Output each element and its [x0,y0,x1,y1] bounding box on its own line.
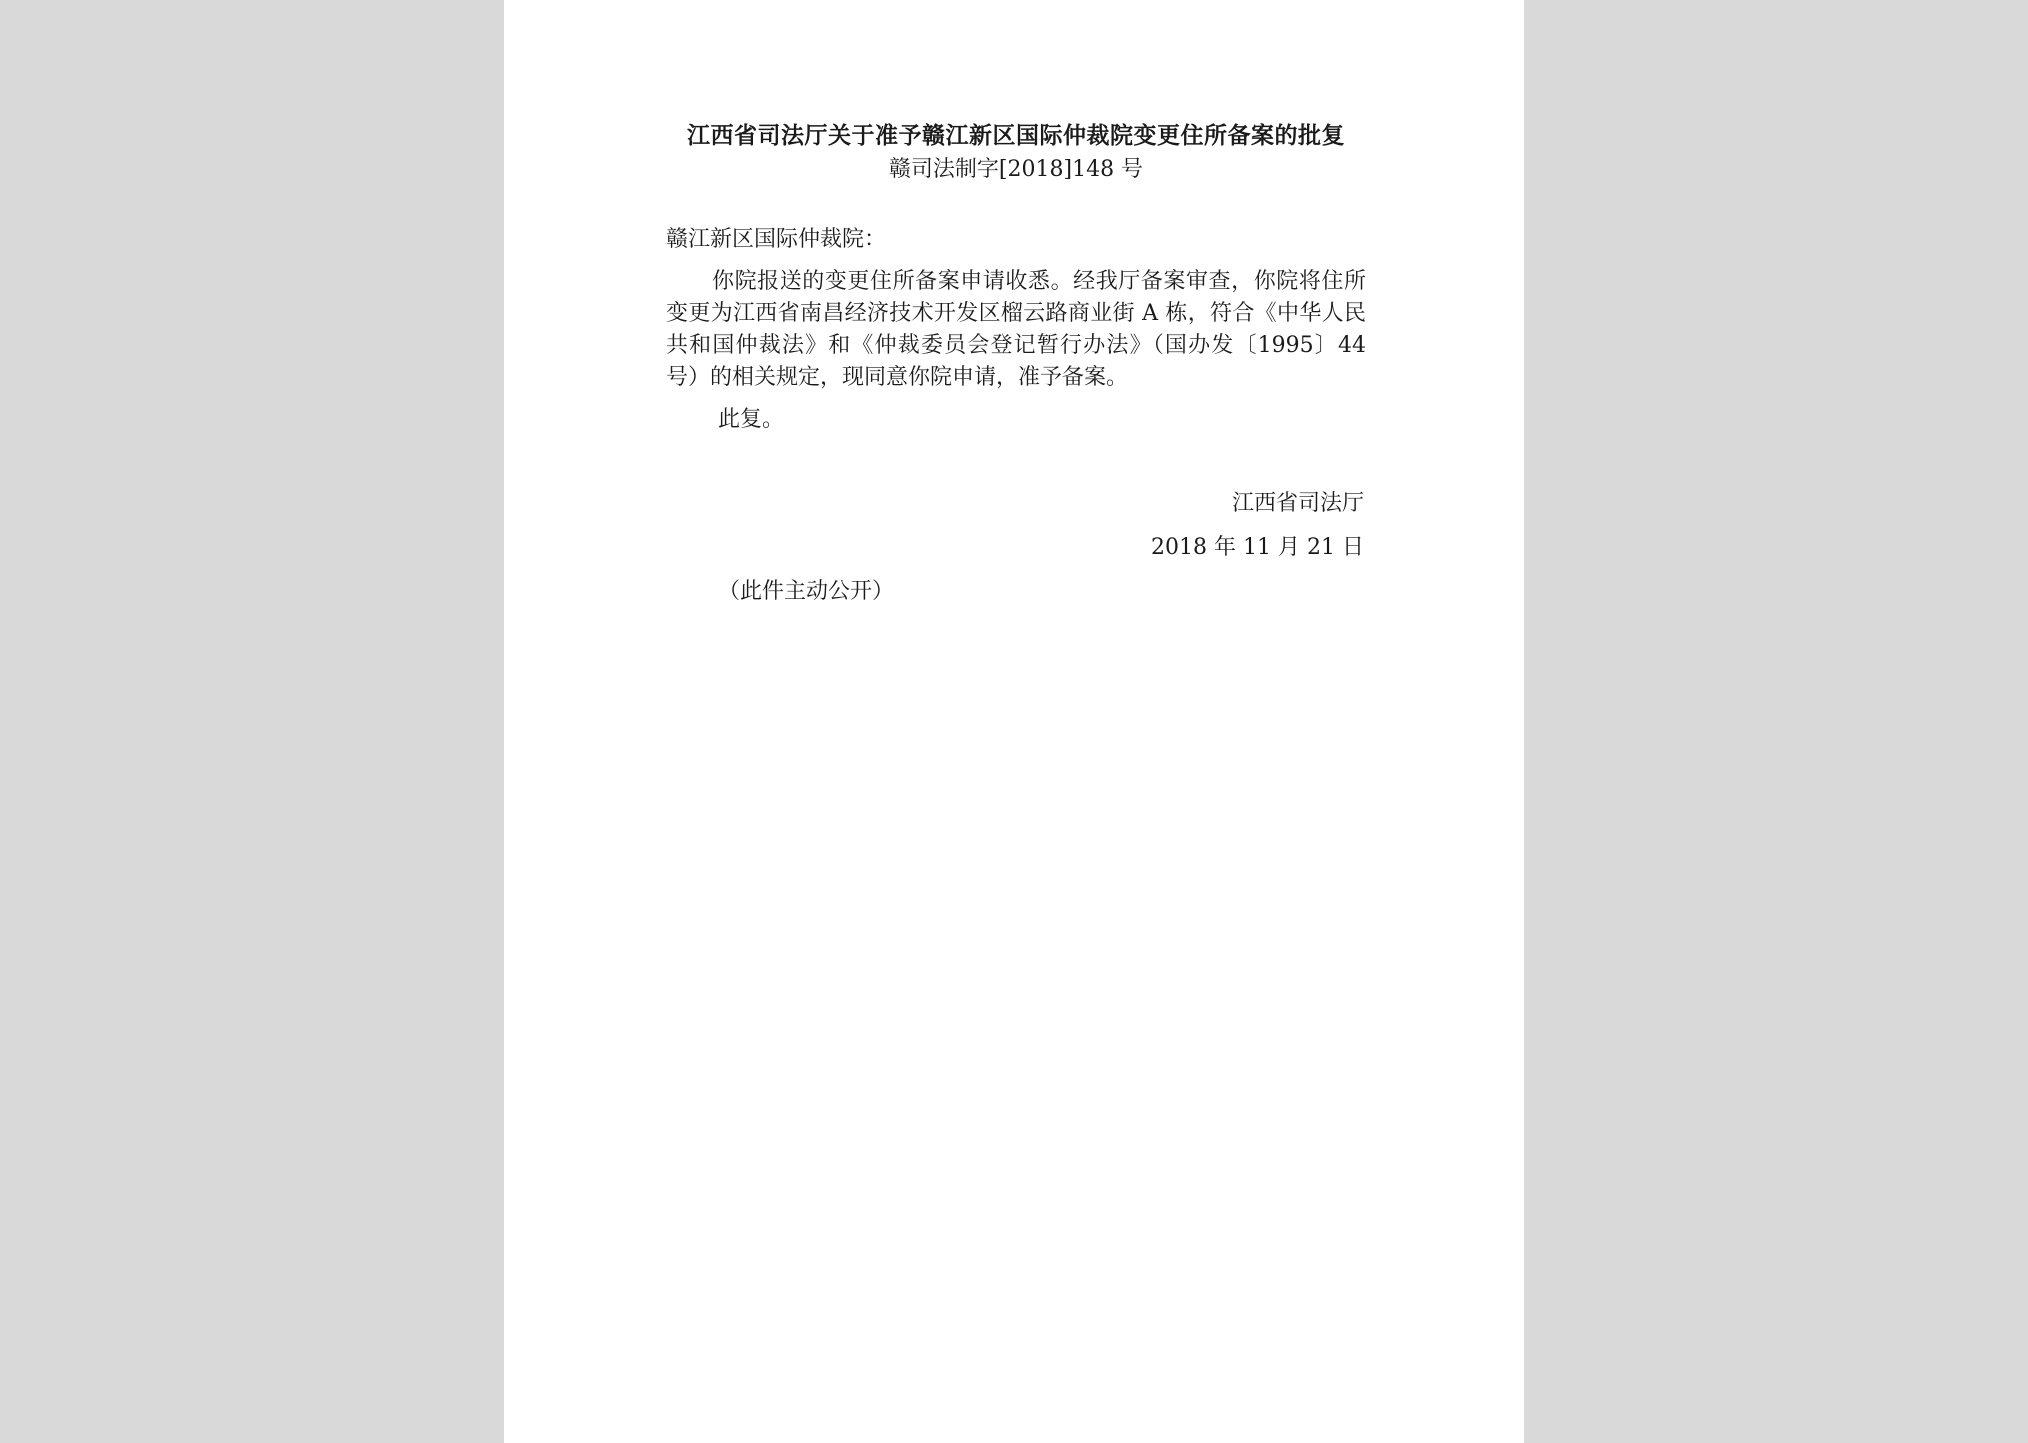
signature-block [666,488,1366,564]
closing-line: 此复。 [718,407,785,432]
document-page [504,0,1524,1443]
salutation: 赣江新区国际仲裁院： [666,227,887,252]
document-title: 江西省司法厅关于准予赣江新区国际仲裁院变更住所备案的批复 [687,122,1345,149]
document-number: 赣司法制字[2018]148 号 [888,157,1144,182]
document-content [666,118,1366,608]
body-paragraph: 你院报送的变更住所备案申请收悉。经我厅备案审查，你院将住所变更为江西省南昌经济技术开发区榴云路商业街 A 栋，符合《中华人民共和国仲裁法》和《仲裁委员会登记暂行办法》（国办发〔1995〕44 号）的相关规定，现同意你院申请，准予备案。 [666,269,1366,390]
issue-date: 2018 年 11 月 21 日 [1151,535,1364,560]
issuer-signature: 江西省司法厅 [1231,491,1364,516]
disclosure-note: （此件主动公开） [718,579,895,604]
